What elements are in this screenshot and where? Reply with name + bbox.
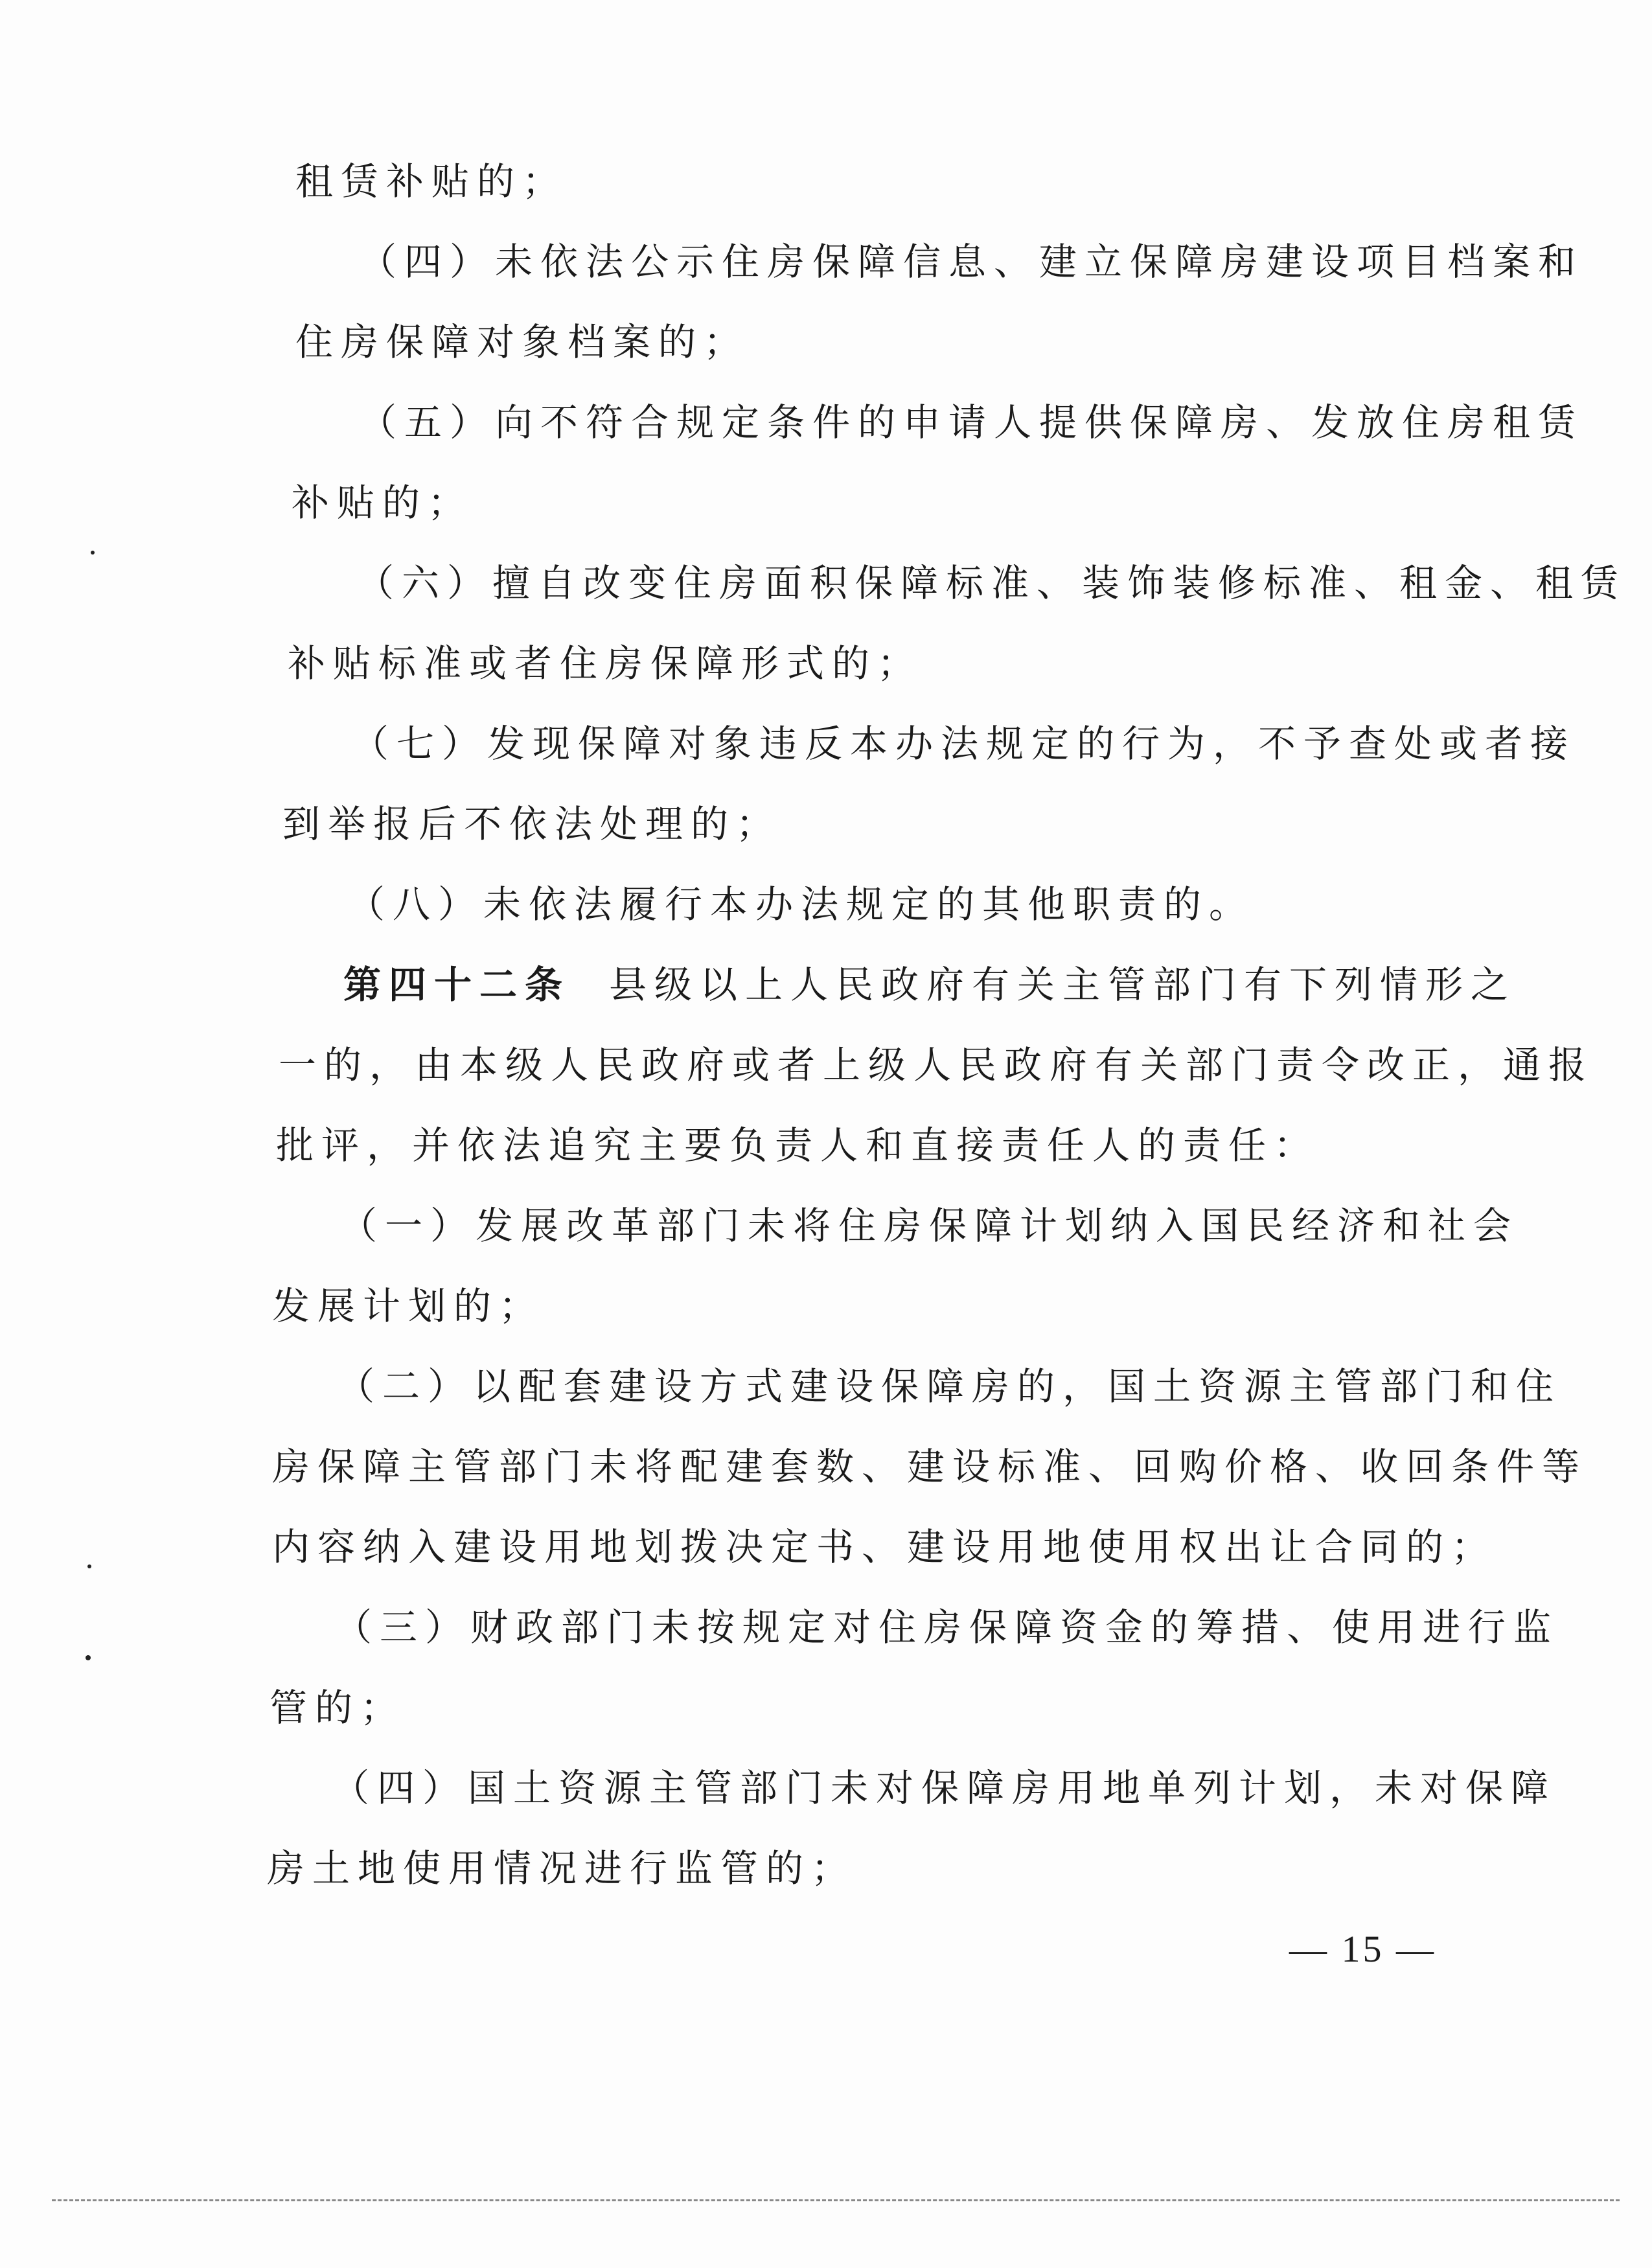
text-line: （四）国土资源主管部门未对保障房用地单列计划，未对保障 <box>332 1766 1557 1810</box>
text-line: （六）擅自改变住房面积保障标准、装饰装修标准、租金、租赁 <box>356 561 1627 605</box>
text-line: （一）发展改革部门未将住房保障计划纳入国民经济和社会 <box>339 1204 1519 1248</box>
article-heading: 第四十二条 <box>343 963 571 1007</box>
page-number: — 15 — <box>1289 1928 1436 1970</box>
text-line: （七）发现保障对象违反本办法规定的行为，不予查处或者接 <box>351 722 1576 766</box>
text-line: 补贴的； <box>292 481 474 525</box>
article-paragraph-start <box>343 959 1516 1011</box>
text-line: 县级以上人民政府有关主管部门有下列情形之 <box>609 963 1517 1007</box>
text-line: 管的； <box>270 1686 406 1730</box>
text-line: 房保障主管部门未将配建套数、建设标准、回购价格、收回条件等 <box>272 1445 1588 1489</box>
scan-speck <box>87 1564 91 1568</box>
text-line: 一的，由本级人民政府或者上级人民政府有关部门责令改正，通报 <box>279 1043 1594 1087</box>
text-line: （八）未依法履行本办法规定的其他职责的。 <box>347 882 1255 926</box>
text-line: 到举报后不依法处理的； <box>282 802 782 846</box>
text-line: 住房保障对象档案的； <box>295 320 750 364</box>
text-line: 补贴标准或者住房保障形式的； <box>288 641 923 685</box>
scan-speck <box>91 551 95 555</box>
text-line: 租赁补贴的； <box>295 159 568 203</box>
text-line: （二）以配套建设方式建设保障房的，国土资源主管部门和住 <box>337 1364 1562 1408</box>
text-line: 发展计划的； <box>272 1284 545 1328</box>
text-line: 批评，并依法追究主要负责人和直接责任人的责任： <box>276 1123 1320 1167</box>
scan-speck <box>86 1655 91 1660</box>
text-line: 房土地使用情况进行监管的； <box>267 1846 857 1890</box>
text-line: （四）未依法公示住房保障信息、建立保障房建设项目档案和 <box>359 240 1584 284</box>
text-line: （五）向不符合规定条件的申请人提供保障房、发放住房租赁 <box>359 400 1584 444</box>
text-line: 内容纳入建设用地划拨决定书、建设用地使用权出让合同的； <box>272 1525 1497 1569</box>
scan-edge-line <box>52 2199 1620 2201</box>
text-line: （三）财政部门未按规定对住房保障资金的筹措、使用进行监 <box>334 1605 1559 1649</box>
